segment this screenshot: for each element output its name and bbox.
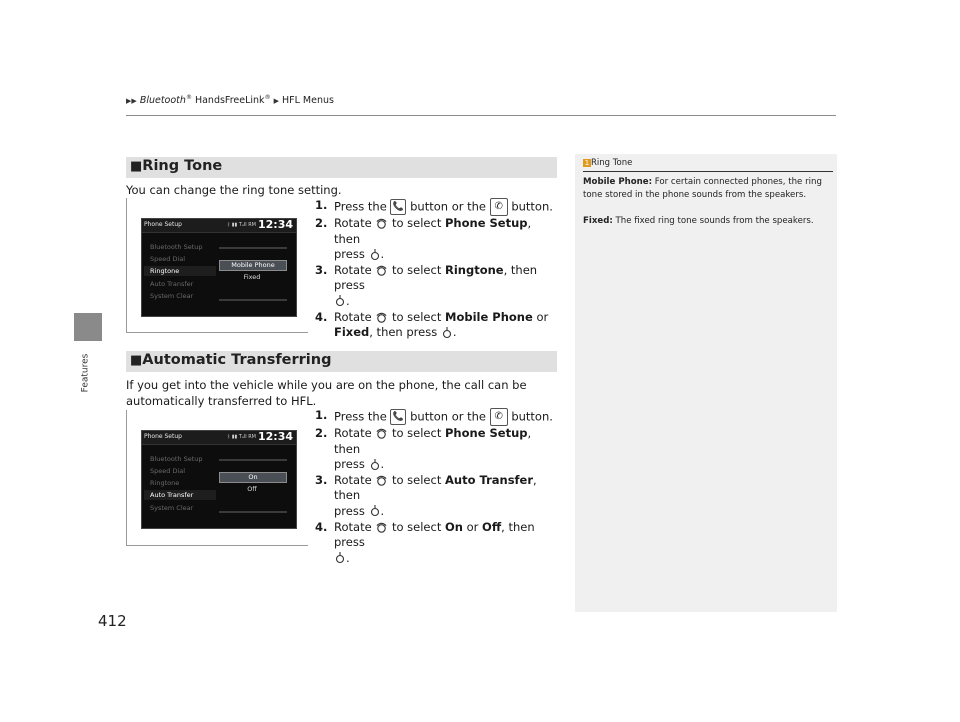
- phone-button-icon: 📞: [390, 409, 406, 425]
- phone-button-icon: 📞: [390, 199, 406, 215]
- status-icons: ᛒ ▮▮ Tₐll RM: [227, 434, 256, 440]
- header-rule: [126, 115, 836, 116]
- menu-item: System Clear: [150, 504, 194, 512]
- reference-mark-icon: 1: [584, 158, 590, 167]
- step: 3. Rotate to select Ringtone, then press .: [315, 262, 538, 308]
- breadcrumb-arrow-icon: ▶▶: [126, 97, 137, 106]
- selector-knob-icon: [375, 217, 388, 230]
- menu-item-selected: Ringtone: [150, 267, 180, 275]
- selector-knob-icon: [375, 264, 388, 277]
- option: Off: [247, 485, 257, 493]
- screen-clock: 12:34: [257, 218, 293, 231]
- step: 4. Rotate to select On or Off, then press .: [315, 519, 535, 565]
- press-knob-icon: [369, 459, 381, 471]
- selector-knob-icon: [375, 474, 388, 487]
- pick-up-button-icon: ✆: [490, 198, 508, 216]
- menu-item: Speed Dial: [150, 255, 186, 263]
- breadcrumb-bluetooth: Bluetooth: [139, 95, 186, 107]
- screen-clock: 12:34: [257, 430, 293, 443]
- menu-item-selected: Auto Transfer: [150, 491, 194, 499]
- square-bullet-icon: ■: [130, 353, 143, 368]
- selector-knob-icon: [375, 521, 388, 534]
- breadcrumb-hfl: HandsFreeLink: [194, 95, 265, 107]
- chapter-label: Features: [80, 353, 91, 393]
- auto-transfer-steps: [315, 408, 560, 566]
- press-knob-icon: [369, 505, 381, 517]
- option: Fixed: [243, 273, 261, 281]
- phone-setup-screen: [141, 430, 297, 529]
- section-title: Ring Tone: [142, 158, 223, 174]
- press-knob-icon: [369, 249, 381, 261]
- option-highlighted: Mobile Phone: [219, 260, 287, 271]
- screenshot-frame: [126, 410, 308, 546]
- menu-item: Auto Transfer: [150, 280, 194, 288]
- status-icons: ᛒ ▮▮ Tₐll RM: [227, 222, 256, 228]
- step: 2. Rotate to select Phone Setup, then press .: [315, 426, 532, 472]
- menu-item: System Clear: [150, 292, 194, 300]
- breadcrumb-menus: HFL Menus: [282, 95, 334, 107]
- section-header-ring-tone: [126, 157, 557, 178]
- option-highlighted: On: [219, 472, 287, 483]
- step: 1. Press the 📞 button or the ✆ button.: [315, 198, 560, 216]
- step: 3. Rotate to select Auto Transfer, then press .: [315, 472, 537, 518]
- pick-up-button-icon: ✆: [490, 408, 508, 426]
- menu-item: Bluetooth Setup: [150, 243, 203, 251]
- chapter-tab: [74, 313, 102, 341]
- selector-knob-icon: [375, 311, 388, 324]
- step: 1. Press the 📞 button or the ✆ button.: [315, 408, 560, 426]
- ring-tone-steps: [315, 198, 560, 341]
- phone-setup-screen: [141, 218, 297, 317]
- ring-tone-intro: You can change the ring tone setting.: [126, 183, 342, 197]
- square-bullet-icon: ■: [130, 159, 143, 174]
- sidebar-fixed-note: Fixed: The fixed ring tone sounds from the speakers.: [583, 216, 814, 226]
- page-number: 412: [98, 612, 127, 630]
- press-knob-icon: [334, 552, 346, 564]
- breadcrumb-arrow-icon: ▶: [273, 97, 279, 106]
- sidebar-mobile-note: Mobile Phone: For certain connected phones, the ring tone stored in the phone sounds from the speakers.: [583, 177, 822, 200]
- menu-item: Ringtone: [150, 479, 180, 487]
- press-knob-icon: [334, 295, 346, 307]
- section-header-auto-transfer: [126, 351, 557, 372]
- selector-knob-icon: [375, 427, 388, 440]
- auto-transfer-intro: If you get into the vehicle while you are on the phone, the call can be automatically transferred to HFL.: [126, 378, 527, 408]
- menu-item: Speed Dial: [150, 467, 186, 475]
- breadcrumb: ▶▶ Bluetooth® HandsFreeLink® ▶ HFL Menus: [126, 94, 334, 107]
- menu-item: Bluetooth Setup: [150, 455, 203, 463]
- screen-title: Phone Setup: [144, 433, 182, 440]
- press-knob-icon: [441, 327, 453, 339]
- sidebar-note: [575, 154, 837, 612]
- screenshot-frame: [126, 198, 308, 333]
- sidebar-heading: 1 Ring Tone: [584, 158, 633, 168]
- step: 4. Rotate to select Mobile Phone or Fixed, then press .: [315, 309, 549, 340]
- sidebar-rule: [583, 171, 833, 172]
- screen-title: Phone Setup: [144, 221, 182, 228]
- step: 2. Rotate to select Phone Setup, then press .: [315, 216, 532, 262]
- section-title: Automatic Transferring: [142, 352, 332, 368]
